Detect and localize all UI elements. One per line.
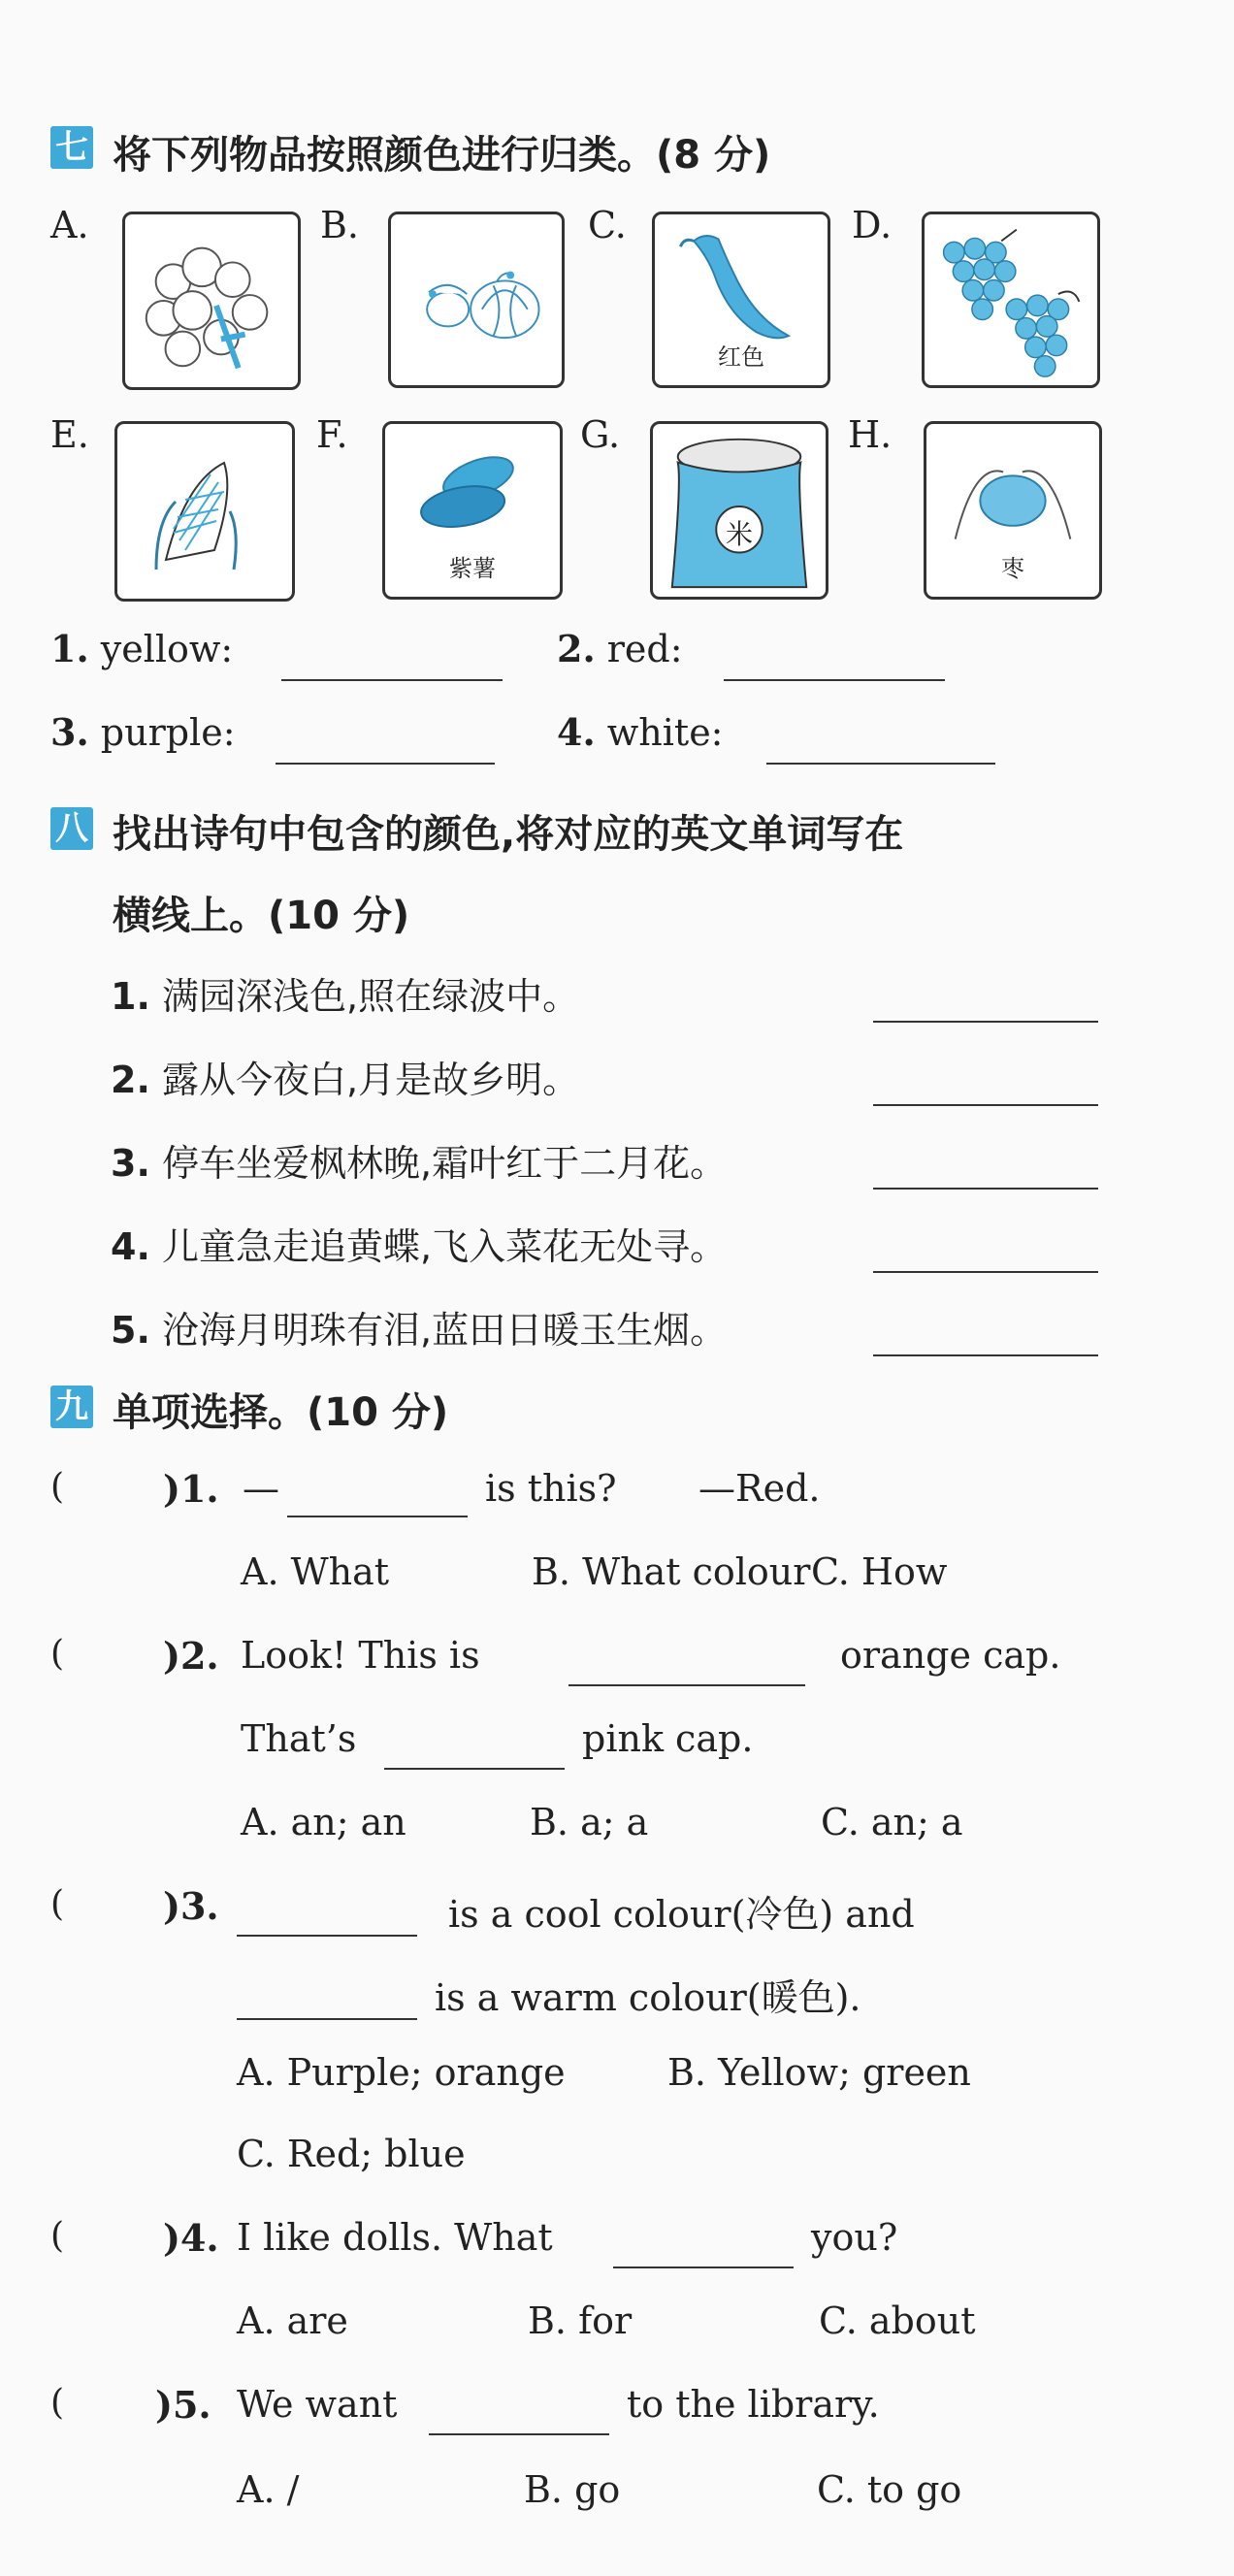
item-letter-h: H. (848, 413, 893, 456)
q1-dash: — (243, 1467, 279, 1510)
item-caption-g: 米 (725, 518, 753, 550)
q2-option-a[interactable]: A. an; an (241, 1801, 406, 1843)
answer-4-blank[interactable] (766, 763, 995, 765)
answer-2 (557, 627, 683, 670)
item-box-h (924, 421, 1102, 600)
item-box-d (922, 212, 1100, 388)
section-7-badge: 七 (50, 126, 93, 169)
item-caption-h: 枣 (1001, 555, 1024, 582)
q3-text-c: is a warm colour(暖色). (435, 1976, 861, 2019)
q1-paren[interactable]: ( (50, 1467, 65, 1507)
poem-4 (111, 1217, 727, 1270)
item-letter-e: E. (50, 413, 89, 456)
q2-paren[interactable]: ( (50, 1634, 65, 1674)
q3-number: )3. (163, 1884, 219, 1928)
answer-2-label: red: (606, 628, 683, 670)
answer-1-label: yellow: (100, 628, 234, 670)
q2-option-b[interactable]: B. a; a (530, 1801, 649, 1843)
grapes-icon (925, 214, 1097, 385)
cotton-icon (125, 214, 298, 387)
item-letter-f: F. (316, 413, 348, 456)
section-8-title-line2: 横线上。(10 分) (113, 894, 410, 938)
q2-number: )2. (163, 1634, 219, 1678)
item-letter-b: B. (320, 204, 360, 246)
q3-option-c[interactable]: C. Red; blue (237, 2133, 466, 2175)
poem-5-text: 沧海月明珠有泪,蓝田日暖玉生烟。 (161, 1309, 728, 1352)
q5-text-a: We want (237, 2383, 398, 2426)
q4-option-b[interactable]: B. for (528, 2299, 633, 2342)
answer-2-number: 2. (557, 627, 596, 670)
item-box-a (122, 212, 301, 390)
answer-2-blank[interactable] (724, 679, 945, 681)
item-box-c (652, 212, 830, 388)
q1-blank[interactable] (287, 1516, 468, 1517)
poem-1 (111, 966, 579, 1020)
q3-blank-2[interactable] (237, 2018, 417, 2020)
q5-option-a[interactable]: A. / (237, 2468, 300, 2511)
item-letter-d: D. (852, 204, 893, 246)
q5-text-b: to the library. (627, 2383, 880, 2426)
item-letter-g: G. (580, 413, 621, 456)
poem-2-text: 露从今夜白,月是故乡明。 (161, 1059, 580, 1101)
poem-2-blank[interactable] (873, 1104, 1098, 1106)
poem-2-number: 2. (111, 1059, 150, 1101)
answer-3-label: purple: (100, 711, 236, 754)
q2-text-b: orange cap. (840, 1634, 1061, 1677)
item-caption-c: 红色 (718, 343, 764, 371)
answer-3-blank[interactable] (276, 763, 495, 765)
q1-number: )1. (163, 1467, 219, 1511)
answer-1-blank[interactable] (281, 679, 503, 681)
q2-blank-1[interactable] (568, 1684, 805, 1686)
section-9-badge: 九 (50, 1386, 93, 1428)
poem-4-text: 儿童急走追黄蝶,飞入菜花无处寻。 (161, 1225, 728, 1268)
q5-number: )5. (155, 2383, 211, 2427)
q4-blank[interactable] (613, 2266, 794, 2268)
poem-3-number: 3. (111, 1142, 150, 1185)
q3-text-b: is a cool colour(冷色) and (448, 1893, 915, 1936)
item-caption-f: 紫薯 (449, 555, 496, 582)
poem-5-blank[interactable] (873, 1354, 1098, 1356)
answer-4-number: 4. (557, 710, 596, 754)
q4-text-a: I like dolls. What (237, 2216, 553, 2259)
poem-4-number: 4. (111, 1225, 150, 1268)
poem-1-blank[interactable] (873, 1021, 1098, 1023)
q5-option-c[interactable]: C. to go (817, 2468, 962, 2511)
item-letter-a: A. (50, 204, 89, 246)
item-letter-c: C. (588, 204, 627, 246)
answer-1-number: 1. (50, 627, 89, 670)
q4-option-c[interactable]: C. about (819, 2299, 976, 2342)
q2-text-d: pink cap. (582, 1717, 754, 1760)
section-9-title: 单项选择。(10 分) (113, 1390, 449, 1435)
q4-option-a[interactable]: A. are (237, 2299, 348, 2342)
q5-paren[interactable]: ( (50, 2383, 65, 2423)
q1-option-c[interactable]: C. How (811, 1550, 948, 1593)
q2-text-a: Look! This is (241, 1634, 480, 1677)
answer-3-number: 3. (50, 710, 89, 754)
q1-text: is this? (485, 1467, 617, 1510)
q4-paren[interactable]: ( (50, 2216, 65, 2256)
q3-option-b[interactable]: B. Yellow; green (667, 2051, 971, 2094)
item-box-b (388, 212, 565, 388)
q4-text-b: you? (811, 2216, 898, 2259)
q2-text-c: That’s (241, 1717, 357, 1760)
section-8-badge: 八 (50, 807, 93, 850)
pumpkin-icon (391, 214, 562, 385)
rice-bag-icon (653, 424, 826, 597)
poem-2 (111, 1050, 579, 1103)
q1-answer: —Red. (698, 1467, 821, 1510)
q5-blank[interactable] (429, 2433, 609, 2435)
corn-icon (117, 424, 292, 599)
section-8-title-line1: 找出诗句中包含的颜色,将对应的英文单词写在 (113, 812, 904, 857)
q2-option-c[interactable]: C. an; a (821, 1801, 963, 1843)
poem-5-number: 5. (111, 1309, 150, 1352)
poem-1-text: 满园深浅色,照在绿波中。 (161, 975, 580, 1018)
poem-3 (111, 1133, 727, 1187)
item-box-g (650, 421, 828, 600)
poem-5 (111, 1300, 727, 1353)
section-7-title: 将下列物品按照颜色进行归类。(8 分) (113, 133, 771, 178)
q1-option-a[interactable]: A. What (241, 1550, 390, 1593)
q5-option-b[interactable]: B. go (524, 2468, 621, 2511)
q1-option-b[interactable]: B. What colour (532, 1550, 811, 1593)
answer-4-label: white: (606, 711, 724, 754)
item-box-e (114, 421, 295, 602)
poem-3-text: 停车坐爱枫林晚,霜叶红于二月花。 (161, 1142, 728, 1185)
poem-4-blank[interactable] (873, 1271, 1098, 1273)
q4-number: )4. (163, 2216, 219, 2260)
answer-1 (50, 627, 233, 670)
poem-1-number: 1. (111, 975, 150, 1018)
q3-option-a[interactable]: A. Purple; orange (237, 2051, 566, 2094)
q3-paren[interactable]: ( (50, 1884, 65, 1924)
answer-3 (50, 710, 236, 754)
q3-blank-1[interactable] (237, 1935, 417, 1937)
answer-4 (557, 710, 723, 754)
poem-3-blank[interactable] (873, 1188, 1098, 1190)
q2-blank-2[interactable] (384, 1768, 565, 1770)
item-box-f (382, 421, 563, 600)
